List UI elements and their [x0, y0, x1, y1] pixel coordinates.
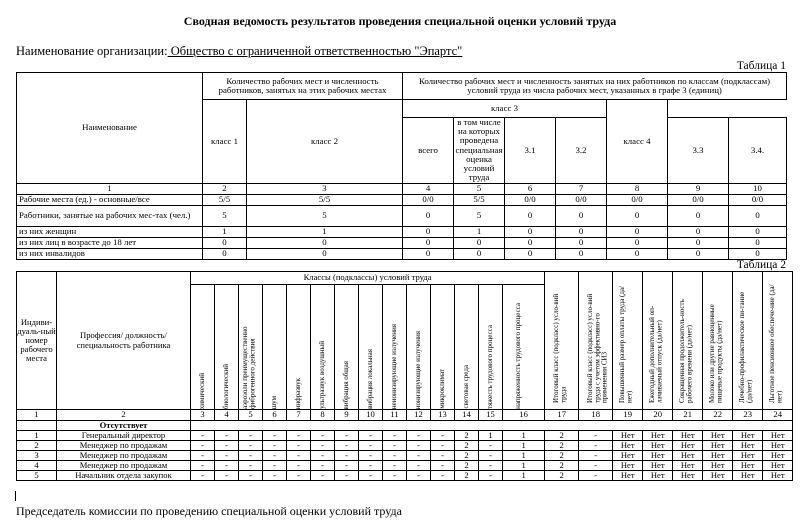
final-class: 2 — [545, 451, 579, 461]
factor-class: - — [407, 471, 431, 481]
column-number: 9 — [335, 410, 359, 421]
cell-value: 0 — [729, 248, 787, 259]
organization-name: Общество с ограниченной ответственностью "Эпартс" — [167, 44, 463, 58]
cell-value: 0 — [556, 205, 607, 226]
header-reduced-hours — [673, 272, 703, 410]
cell-value: 0/0 — [556, 194, 607, 205]
header-factor-text: световая среда — [461, 365, 470, 409]
header-group-classes: Количество рабочих мест и численность занятых на них работников по классам (подклассам) условий труда из числа рабочих мест, указанных в графе 3 (единиц) — [403, 73, 787, 100]
factor-class: - — [311, 461, 335, 471]
column-number: 17 — [545, 410, 579, 421]
final-class-ppe: - — [579, 471, 613, 481]
header-therapeutic-food — [733, 272, 763, 410]
cell-value: 5/5 — [247, 194, 403, 205]
final-class-ppe: - — [579, 441, 613, 451]
benefit-value: Нет — [613, 461, 643, 471]
header-final-class-ppe-text: Итоговый класс (подкласс) усло-вий труда с учетом эффективно-го применения СИЗ — [585, 293, 609, 403]
text-cursor — [15, 491, 16, 501]
factor-class: 2 — [455, 431, 479, 441]
factor-class: - — [335, 451, 359, 461]
benefit-value: Нет — [763, 461, 793, 471]
cell-value: 5/5 — [203, 194, 247, 205]
cell-value: 0/0 — [505, 194, 556, 205]
header-factor-text: микроклимат — [437, 369, 446, 409]
header-profession: Профессия/ должность/ специальность работника — [57, 272, 191, 410]
column-number: 24 — [763, 410, 793, 421]
column-number: 3 — [191, 410, 215, 421]
cell-value: 1 — [247, 226, 403, 237]
header-factor — [287, 285, 311, 410]
final-class-ppe: - — [579, 431, 613, 441]
cell-value: 0 — [247, 237, 403, 248]
benefit-value: Нет — [703, 451, 733, 461]
factor-class: - — [383, 431, 407, 441]
organization-label: Наименование организации: — [16, 44, 168, 58]
cell-value: 0 — [505, 237, 556, 248]
cell-value: 0 — [454, 237, 505, 248]
benefit-value: Нет — [703, 431, 733, 441]
benefit-value: Нет — [673, 441, 703, 451]
factor-class: - — [191, 441, 215, 451]
header-therapeutic-food-text: Лечебно-профилактическое пи-тание (да/нет) — [737, 291, 754, 403]
header-class2: класс 2 — [247, 100, 403, 184]
header-factor — [431, 285, 455, 410]
workplace-id: 1 — [17, 431, 57, 441]
benefit-value: Нет — [613, 471, 643, 481]
benefit-value: Нет — [703, 461, 733, 471]
final-class: 2 — [545, 441, 579, 451]
column-number: 6 — [263, 410, 287, 421]
workplace-id: 4 — [17, 461, 57, 471]
header-factor — [503, 285, 545, 410]
factor-class: - — [191, 451, 215, 461]
header-3-3: 3.3 — [668, 118, 729, 184]
column-number: 13 — [431, 410, 455, 421]
cell-value: 0 — [668, 237, 729, 248]
header-factor-text: тяжесть трудового процесса — [485, 325, 494, 409]
header-increased-pay-text: Повышенный размер оплаты труда (да/нет) — [617, 285, 634, 403]
table1-caption: Таблица 1 — [736, 60, 786, 72]
header-factor-text: вибрация локальная — [365, 349, 374, 409]
cell-value: 0 — [668, 248, 729, 259]
workplace-id: 2 — [17, 441, 57, 451]
table-row — [17, 248, 787, 259]
benefit-value: Нет — [673, 461, 703, 471]
factor-class: - — [431, 471, 455, 481]
row-label: Работники, занятые на рабочих мес-тах (чел.) — [17, 205, 203, 226]
factor-class: 1 — [503, 441, 545, 451]
header-reduced-hours-text: Сокращенная продолжитель-ность рабочего времени (да/нет) — [677, 298, 694, 403]
benefit-value: Нет — [643, 451, 673, 461]
column-numbers-row — [17, 410, 793, 421]
final-class: 2 — [545, 471, 579, 481]
column-number: 7 — [287, 410, 311, 421]
factor-class: - — [239, 431, 263, 441]
row-label: из них инвалидов — [17, 248, 203, 259]
factor-class: - — [311, 471, 335, 481]
factor-class: - — [215, 471, 239, 481]
header-factor — [407, 285, 431, 410]
cell-value: 0 — [505, 226, 556, 237]
cell-value: 0 — [203, 248, 247, 259]
column-number: 4 — [403, 183, 454, 194]
final-class-ppe: - — [579, 451, 613, 461]
column-number: 10 — [729, 183, 787, 194]
factor-class: - — [215, 431, 239, 441]
row-label: из них женщин — [17, 226, 203, 237]
cell-value: 0 — [403, 226, 454, 237]
column-number: 2 — [57, 410, 191, 421]
cell-value: 0 — [454, 248, 505, 259]
header-milk-text: Молоко или другие равноценные пищевые продукты (да/нет) — [707, 303, 724, 403]
header-workplace-id: Индиви-дуаль-ный номер рабочего места — [17, 272, 57, 410]
table-row — [17, 461, 793, 471]
row-label: из них лиц в возрасте до 18 лет — [17, 237, 203, 248]
benefit-value: Нет — [613, 431, 643, 441]
factor-class: - — [359, 451, 383, 461]
header-total: всего — [403, 118, 454, 184]
factor-class: 2 — [455, 441, 479, 451]
header-class3: класс 3 — [403, 100, 607, 118]
factor-class: - — [431, 461, 455, 471]
factor-class: - — [407, 441, 431, 451]
column-number: 6 — [505, 183, 556, 194]
factor-class: - — [287, 461, 311, 471]
table-row — [17, 431, 793, 441]
factor-class: - — [287, 451, 311, 461]
factor-class: - — [383, 471, 407, 481]
factor-class: - — [215, 441, 239, 451]
cell-value: 0 — [403, 205, 454, 226]
header-pension-text: Льготное пенсионное обеспече-ние (да/нет) — [767, 284, 784, 403]
benefit-value: Нет — [703, 441, 733, 451]
factor-class: - — [263, 461, 287, 471]
benefit-value: Нет — [643, 461, 673, 471]
cell-value: 0 — [607, 226, 668, 237]
factor-class: - — [335, 461, 359, 471]
profession-name: Генеральный директор — [57, 431, 191, 441]
factor-class: - — [383, 451, 407, 461]
header-included: в том числе на которых проведена специальная оценка условий труда — [454, 118, 505, 184]
factor-class: - — [383, 461, 407, 471]
benefit-value: Нет — [733, 451, 763, 461]
factor-class: - — [407, 461, 431, 471]
factor-class: - — [287, 471, 311, 481]
factor-class: - — [287, 441, 311, 451]
factor-class: - — [383, 441, 407, 451]
header-final-class — [545, 272, 579, 410]
header-factor-text: аэрозоли преимущественно фиброгенного действия — [240, 326, 256, 409]
factor-class: - — [335, 431, 359, 441]
column-number: 23 — [733, 410, 763, 421]
benefit-value: Нет — [733, 471, 763, 481]
column-number: 7 — [556, 183, 607, 194]
header-factor — [335, 285, 359, 410]
header-increased-pay — [613, 272, 643, 410]
cell-value: 5 — [454, 205, 505, 226]
profession-name: Менеджер по продажам — [57, 441, 191, 451]
header-factor-text: ультразвук воздушный — [317, 341, 326, 409]
factor-class: - — [311, 451, 335, 461]
cell-value: 0 — [729, 237, 787, 248]
cell-value: 0/0 — [403, 194, 454, 205]
column-number: 21 — [673, 410, 703, 421]
factor-class: - — [359, 471, 383, 481]
benefit-value: Нет — [673, 451, 703, 461]
row-label: Рабочие места (ед.) - основные/все — [17, 194, 203, 205]
benefit-value: Нет — [763, 441, 793, 451]
header-factor — [239, 285, 263, 410]
header-factor-text: неионизирующие излучения — [389, 323, 398, 409]
column-number: 16 — [503, 410, 545, 421]
column-number: 4 — [215, 410, 239, 421]
header-factor — [479, 285, 503, 410]
workplaces-table — [16, 271, 793, 481]
factor-class: - — [287, 431, 311, 441]
factor-class: - — [407, 451, 431, 461]
benefit-value: Нет — [673, 471, 703, 481]
header-factor-text: химический — [197, 372, 206, 409]
benefit-value: Нет — [763, 471, 793, 481]
header-3-4: 3.4. — [729, 118, 787, 184]
profession-name: Менеджер по продажам — [57, 451, 191, 461]
benefit-value: Нет — [613, 451, 643, 461]
factor-class: 1 — [503, 471, 545, 481]
cell-value: 0/0 — [668, 194, 729, 205]
column-number: 5 — [454, 183, 505, 194]
column-number: 3 — [247, 183, 403, 194]
column-number: 22 — [703, 410, 733, 421]
column-number: 11 — [383, 410, 407, 421]
cell-value: 0 — [729, 226, 787, 237]
factor-class: - — [191, 431, 215, 441]
factor-class: - — [311, 431, 335, 441]
factor-class: - — [215, 451, 239, 461]
benefit-value: Нет — [733, 431, 763, 441]
cell-value: 0/0 — [607, 194, 668, 205]
column-number: 1 — [17, 410, 57, 421]
header-factor-text: биологический — [221, 363, 230, 409]
benefit-value: Нет — [613, 441, 643, 451]
cell-value: 0 — [556, 226, 607, 237]
header-class1: класс 1 — [203, 100, 247, 184]
table-row — [17, 226, 787, 237]
cell-value: 1 — [203, 226, 247, 237]
factor-class: - — [239, 461, 263, 471]
factor-class: - — [359, 461, 383, 471]
cell-value: 0 — [203, 237, 247, 248]
factor-class: - — [359, 431, 383, 441]
factor-class: - — [311, 441, 335, 451]
factor-class: - — [479, 461, 503, 471]
header-classes: Классы (подклассы) условий труда — [191, 272, 545, 285]
header-factor-text: шум — [269, 395, 278, 409]
column-number: 12 — [407, 410, 431, 421]
header-factor-text: ионизирующие излучения — [413, 330, 422, 409]
column-number: 9 — [668, 183, 729, 194]
factor-class: - — [191, 461, 215, 471]
factor-class: - — [479, 451, 503, 461]
factor-class: 1 — [503, 431, 545, 441]
column-number: 2 — [203, 183, 247, 194]
benefit-value: Нет — [763, 451, 793, 461]
factor-class: - — [191, 471, 215, 481]
cell-value: 0 — [403, 248, 454, 259]
header-3-1: 3.1 — [505, 118, 556, 184]
final-class: 2 — [545, 461, 579, 471]
header-factor — [311, 285, 335, 410]
header-final-class-ppe — [579, 272, 613, 410]
cell-value: 0 — [607, 205, 668, 226]
cell-value: 0 — [668, 226, 729, 237]
header-class4: класс 4 — [607, 100, 668, 184]
column-number: 5 — [239, 410, 263, 421]
header-name: Наименование — [17, 73, 203, 184]
factor-class: 1 — [503, 451, 545, 461]
header-extra-leave — [643, 272, 673, 410]
header-factor — [191, 285, 215, 410]
factor-class: - — [431, 451, 455, 461]
factor-class: - — [335, 441, 359, 451]
factor-class: - — [479, 471, 503, 481]
table-row — [17, 451, 793, 461]
final-class: 2 — [545, 431, 579, 441]
factor-class: - — [431, 431, 455, 441]
header-factor — [215, 285, 239, 410]
cell-value: 0 — [668, 205, 729, 226]
profession-name: Менеджер по продажам — [57, 461, 191, 471]
header-milk — [703, 272, 733, 410]
profession-name: Начальник отдела закупок — [57, 471, 191, 481]
absent-label: Отсутствует — [57, 421, 191, 431]
header-factor — [263, 285, 287, 410]
factor-class: - — [431, 441, 455, 451]
factor-class: 2 — [455, 451, 479, 461]
document-title: Сводная ведомость результатов проведения специальной оценки условий труда — [183, 14, 617, 28]
factor-class: - — [239, 451, 263, 461]
table-row — [17, 194, 787, 205]
factor-class: - — [263, 431, 287, 441]
benefit-value: Нет — [733, 461, 763, 471]
column-number: 20 — [643, 410, 673, 421]
column-number: 14 — [455, 410, 479, 421]
cell-value: 0 — [247, 248, 403, 259]
cell-value: 5/5 — [454, 194, 505, 205]
header-final-class-text: Итоговый класс (подкласс) усло-вий труда — [551, 293, 568, 403]
benefit-value: Нет — [763, 431, 793, 441]
cell-value: 0 — [729, 205, 787, 226]
cell-value: 5 — [203, 205, 247, 226]
workplace-id: 5 — [17, 471, 57, 481]
column-numbers-row — [17, 183, 787, 194]
benefit-value: Нет — [703, 471, 733, 481]
factor-class: - — [263, 471, 287, 481]
cell-value: 0 — [556, 248, 607, 259]
commission-chair-line: Председатель комиссии по проведению специальной оценки условий труда — [16, 504, 402, 518]
cell-value: 1 — [454, 226, 505, 237]
factor-class: - — [407, 431, 431, 441]
header-factor-text: инфразвук — [293, 377, 302, 409]
header-factor — [383, 285, 407, 410]
factor-class: 2 — [455, 471, 479, 481]
benefit-value: Нет — [673, 431, 703, 441]
column-number: 19 — [613, 410, 643, 421]
column-number: 15 — [479, 410, 503, 421]
header-factor-text: вибрация общая — [341, 360, 350, 409]
header-pension — [763, 272, 793, 410]
header-factor-text: напряженность трудового процесса — [513, 303, 522, 409]
factor-class: - — [239, 471, 263, 481]
header-factor — [359, 285, 383, 410]
column-number: 8 — [311, 410, 335, 421]
header-factor — [455, 285, 479, 410]
column-number: 18 — [579, 410, 613, 421]
benefit-value: Нет — [643, 441, 673, 451]
factor-class: - — [479, 441, 503, 451]
header-extra-leave-text: Ежегодный дополнительный оп-лачиваемый отпуск (да/нет) — [647, 305, 664, 403]
cell-value: 0/0 — [729, 194, 787, 205]
header-group-workplaces: Количество рабочих мест и численность работников, занятых на этих рабочих местах — [203, 73, 403, 100]
cell-value: 0 — [607, 248, 668, 259]
cell-value: 0 — [607, 237, 668, 248]
workplace-id: 3 — [17, 451, 57, 461]
benefit-value: Нет — [733, 441, 763, 451]
factor-class: - — [335, 471, 359, 481]
factor-class: - — [215, 461, 239, 471]
cell-value: 5 — [247, 205, 403, 226]
table-row — [17, 205, 787, 226]
factor-class: - — [239, 441, 263, 451]
column-number: 10 — [359, 410, 383, 421]
factor-class: - — [263, 451, 287, 461]
organization-line — [16, 44, 462, 59]
table-row — [17, 237, 787, 248]
factor-class: - — [359, 441, 383, 451]
column-number: 8 — [607, 183, 668, 194]
factor-class: 1 — [479, 431, 503, 441]
header-3-2: 3.2 — [556, 118, 607, 184]
cell-value: 0 — [505, 205, 556, 226]
factor-class: 1 — [503, 461, 545, 471]
benefit-value: Нет — [643, 431, 673, 441]
table2-caption: Таблица 2 — [736, 259, 786, 271]
benefit-value: Нет — [643, 471, 673, 481]
table-row — [17, 471, 793, 481]
cell-value: 0 — [403, 237, 454, 248]
factor-class: 2 — [455, 461, 479, 471]
column-number: 1 — [17, 183, 203, 194]
summary-table — [16, 72, 787, 260]
final-class-ppe: - — [579, 461, 613, 471]
factor-class: - — [263, 441, 287, 451]
cell-value: 0 — [505, 248, 556, 259]
cell-value: 0 — [556, 237, 607, 248]
table-row — [17, 441, 793, 451]
